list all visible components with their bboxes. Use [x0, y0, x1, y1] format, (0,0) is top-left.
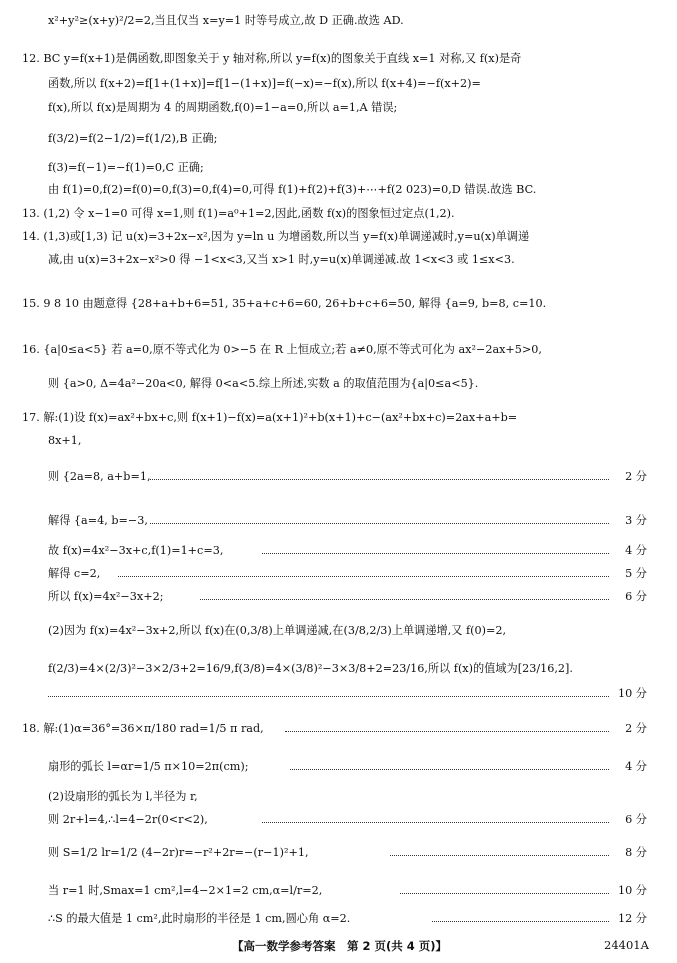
score-label: 4 分	[625, 760, 647, 773]
score-label: 10 分	[618, 884, 647, 897]
score-label: 2 分	[625, 722, 647, 735]
dotted-leader	[390, 855, 609, 856]
dotted-leader	[200, 599, 609, 600]
footer-code: 24401A	[604, 938, 649, 952]
score-label: 6 分	[625, 590, 647, 603]
score-label: 2 分	[625, 470, 647, 483]
score-label: 6 分	[625, 813, 647, 826]
dotted-leader	[285, 731, 609, 732]
score-label: 8 分	[625, 846, 647, 859]
dotted-leader	[118, 576, 609, 577]
score-label: 10 分	[618, 687, 647, 700]
score-label: 12 分	[618, 912, 647, 925]
footer-title: 【高一数学参考答案 第 2 页(共 4 页)】	[232, 939, 448, 953]
dotted-leader	[400, 893, 609, 894]
dotted-leader	[48, 696, 609, 697]
score-label: 4 分	[625, 544, 647, 557]
dotted-leader	[150, 479, 609, 480]
dotted-leader	[262, 822, 609, 823]
dotted-leader	[150, 523, 609, 524]
score-label: 5 分	[625, 567, 647, 580]
dotted-leader	[262, 553, 609, 554]
score-label: 3 分	[625, 514, 647, 527]
dotted-leader	[290, 769, 609, 770]
dotted-leader	[432, 921, 609, 922]
